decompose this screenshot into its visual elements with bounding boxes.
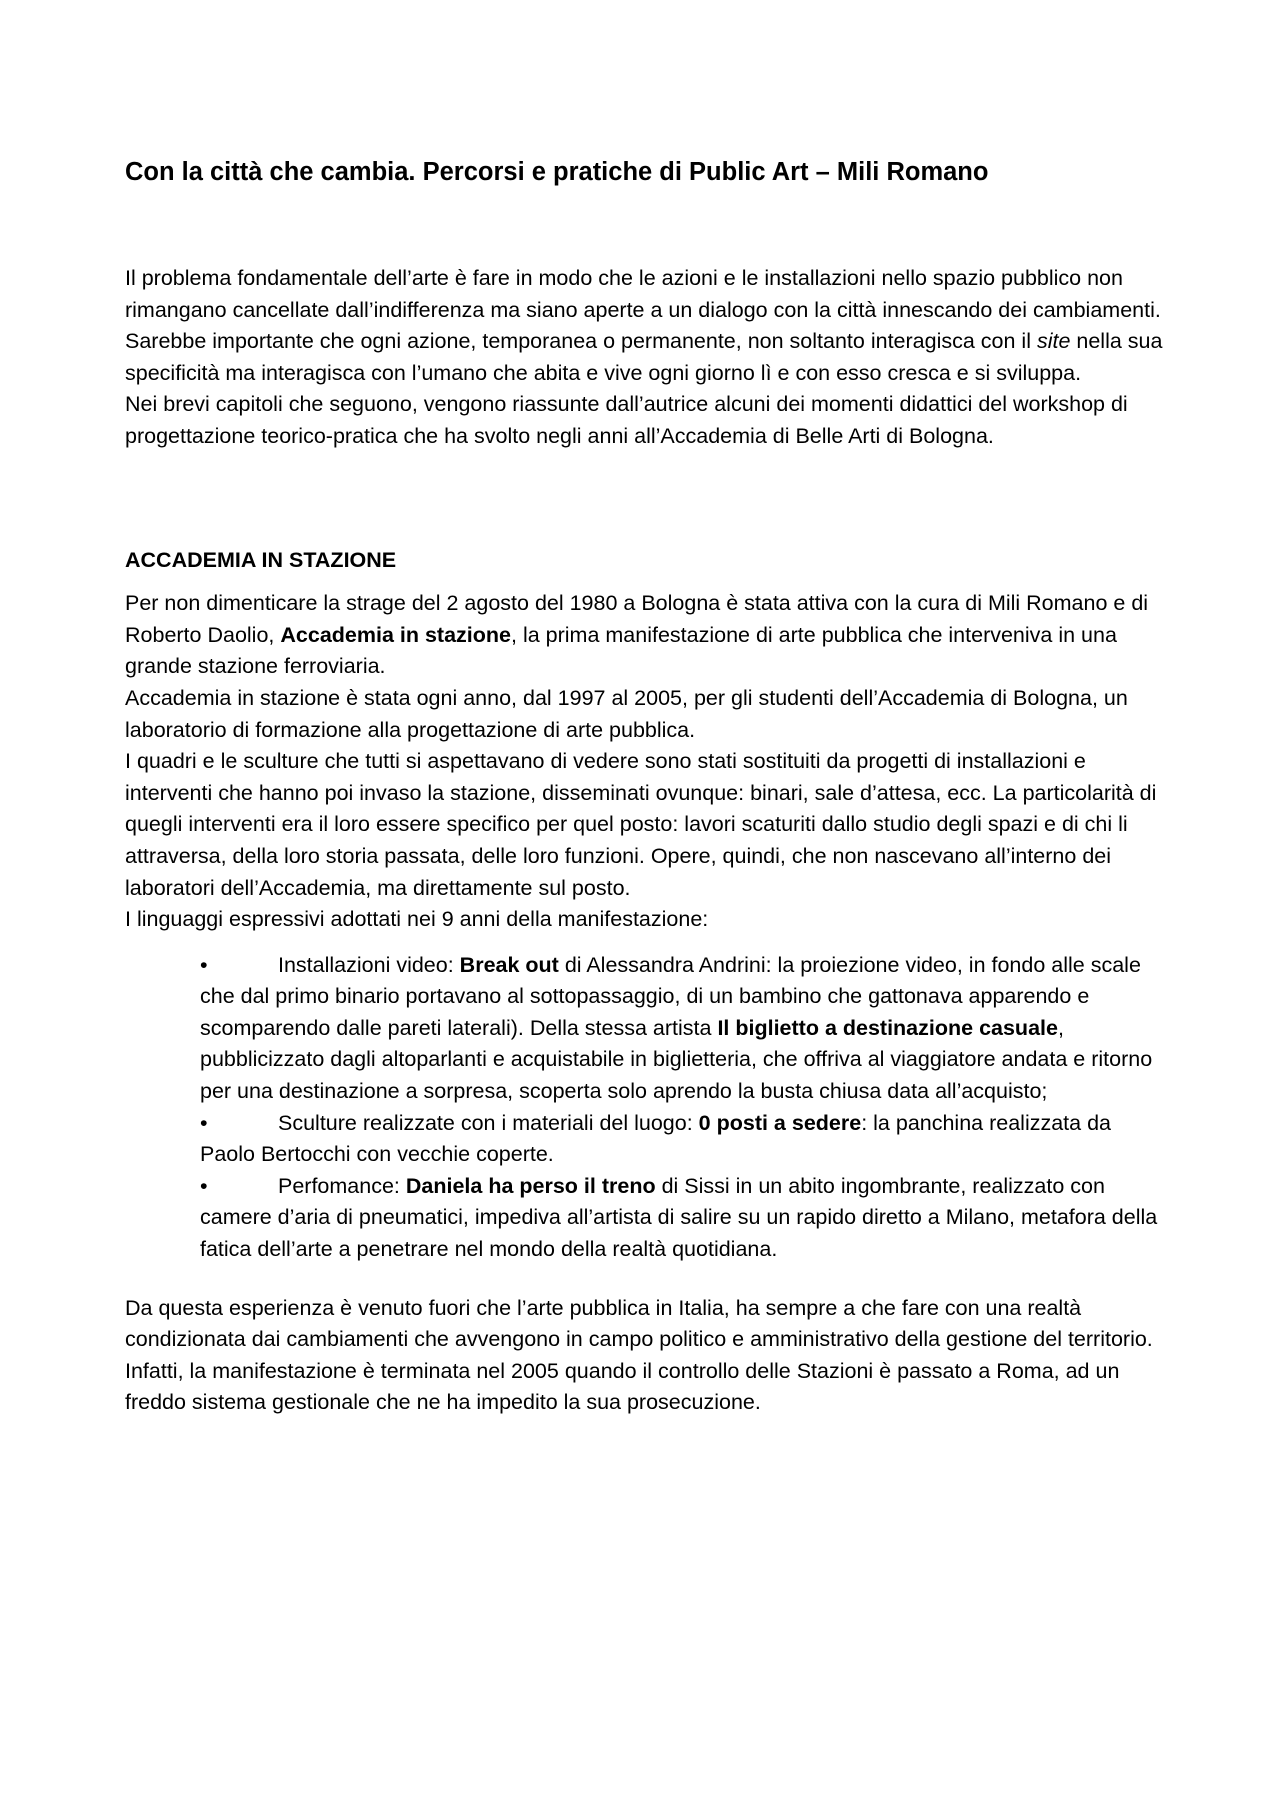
intro-p1-text-a: Il problema fondamentale dell’arte è fare in modo che le azioni e le installazioni nello spazio pubblico non rimangano cancellate dall’indifferenza ma siano aperte a un dialogo con la città innescando dei cambiamenti. Sarebbe importante che ogni azione, temporanea o permanente, non soltanto interagisca con il bbox=[125, 266, 1161, 354]
bullet-dot-icon: • bbox=[200, 1173, 208, 1198]
intro-paragraph-2: Nei brevi capitoli che seguono, vengono riassunte dall’autrice alcuni dei momenti didattici del workshop di progettazione teorico-pratica che ha svolto negli anni all’Accademia di Belle Arti di Bologna. bbox=[125, 392, 1128, 448]
bullet-2-text-b: : la panchina realizzata da Paolo Bertocchi con vecchie coperte. bbox=[200, 1110, 1112, 1167]
bullet-item-sculture bbox=[200, 1108, 1170, 1171]
section-paragraph-2: Accademia in stazione è stata ogni anno, dal 1997 al 2005, per gli studenti dell’Accademia di Bologna, un laboratorio di formazione alla progettazione di arte pubblica. bbox=[125, 685, 1128, 742]
section-paragraph-1 bbox=[125, 588, 1170, 683]
intro-p1-text-b: nella sua specificità ma interagisca con l’umano che abita e vive ogni giorno lì e con esso cresca e si sviluppa. bbox=[125, 329, 1163, 385]
bullet-item-perfomance bbox=[200, 1171, 1170, 1266]
closing-paragraph: Da questa esperienza è venuto fuori che l’arte pubblica in Italia, ha sempre a che fare con una realtà condizionata dai cambiamenti che avvengono in campo politico e amministrativo della gestione del territorio. Infatti, la manifestazione è terminata nel 2005 quando il controllo delle Stazioni è passato a Roma, ad un freddo sistema gestionale che ne ha impedito la sua prosecuzione. bbox=[125, 1295, 1153, 1415]
section-heading: ACCADEMIA IN STAZIONE bbox=[125, 547, 397, 572]
bullet-2-text-a: Sculture realizzate con i materiali del luogo: bbox=[278, 1110, 699, 1135]
bullet-dot-icon: • bbox=[200, 952, 208, 977]
bullet-2-bold-posti: 0 posti a sedere bbox=[698, 1110, 862, 1135]
section-p1-bold-title: Accademia in stazione bbox=[280, 622, 511, 647]
section-p1-text-a: Per non dimenticare la strage del 2 agosto del 1980 a Bologna è stata attiva con la cura di Mili Romano e di Roberto Daolio, bbox=[125, 591, 1149, 647]
bullet-1-bold-break-out: Break out bbox=[459, 952, 559, 977]
bullet-3-text-b: di Sissi in un abito ingombrante, realizzato con camere d’aria di pneumatici, impediva all’artista di salire su un rapido diretto a Milano, metafora della fatica dell’arte a penetrare nel mondo della realtà quotidiana. bbox=[200, 1173, 1158, 1262]
bullet-1-text-c: , pubblicizzato dagli altoparlanti e acquistabile in biglietteria, che offriva al viaggiatore andata e ritorno per una destinazione a sorpresa, scoperta solo aprendo la busta chiusa data all’acquisto; bbox=[200, 1015, 1153, 1104]
bullet-1-text-b: di Alessandra Andrini: la proiezione video, in fondo alle scale che dal primo binario portavano al sottopassaggio, di un bambino che gattonava apparendo e scomparendo dalle pareti laterali). Della stessa artista bbox=[200, 952, 1141, 1040]
bullet-3-bold-daniela: Daniela ha perso il treno bbox=[405, 1173, 656, 1198]
works-bullet-list bbox=[200, 950, 1170, 1266]
bullet-item-video bbox=[200, 950, 1170, 1108]
section-p1-text-b: , la prima manifestazione di arte pubblica che interveniva in una grande stazione ferroviaria. bbox=[125, 622, 1117, 679]
section-paragraph-4: I linguaggi espressivi adottati nei 9 anni della manifestazione: bbox=[125, 907, 709, 932]
bullet-1-bold-biglietto: Il biglietto a destinazione casuale bbox=[717, 1015, 1058, 1040]
intro-section bbox=[125, 263, 1170, 453]
intro-p1-site-term: site bbox=[1036, 329, 1071, 354]
bullet-1-text-a: Installazioni video: bbox=[278, 952, 460, 977]
document-title: Con la città che cambia. Percorsi e pratiche di Public Art – Mili Romano bbox=[125, 158, 989, 186]
bullet-3-text-a: Perfomance: bbox=[278, 1173, 406, 1198]
bullet-dot-icon: • bbox=[200, 1110, 208, 1135]
section-paragraph-3: I quadri e le sculture che tutti si aspettavano di vedere sono stati sostituiti da progetti di installazioni e interventi che hanno poi invaso la stazione, disseminati ovunque: binari, sale d’attesa, ecc. La particolarità di quegli interventi era il loro essere specifico per quel posto: lavori scaturiti dallo studio degli spazi e di chi li attraversa, della loro storia passata, delle loro funzioni. Opere, quindi, che non nascevano all’interno dei laboratori dell’Accademia, ma direttamente sul posto. bbox=[125, 749, 1157, 900]
intro-paragraph-1 bbox=[125, 263, 1170, 389]
document-body bbox=[125, 155, 1170, 1419]
